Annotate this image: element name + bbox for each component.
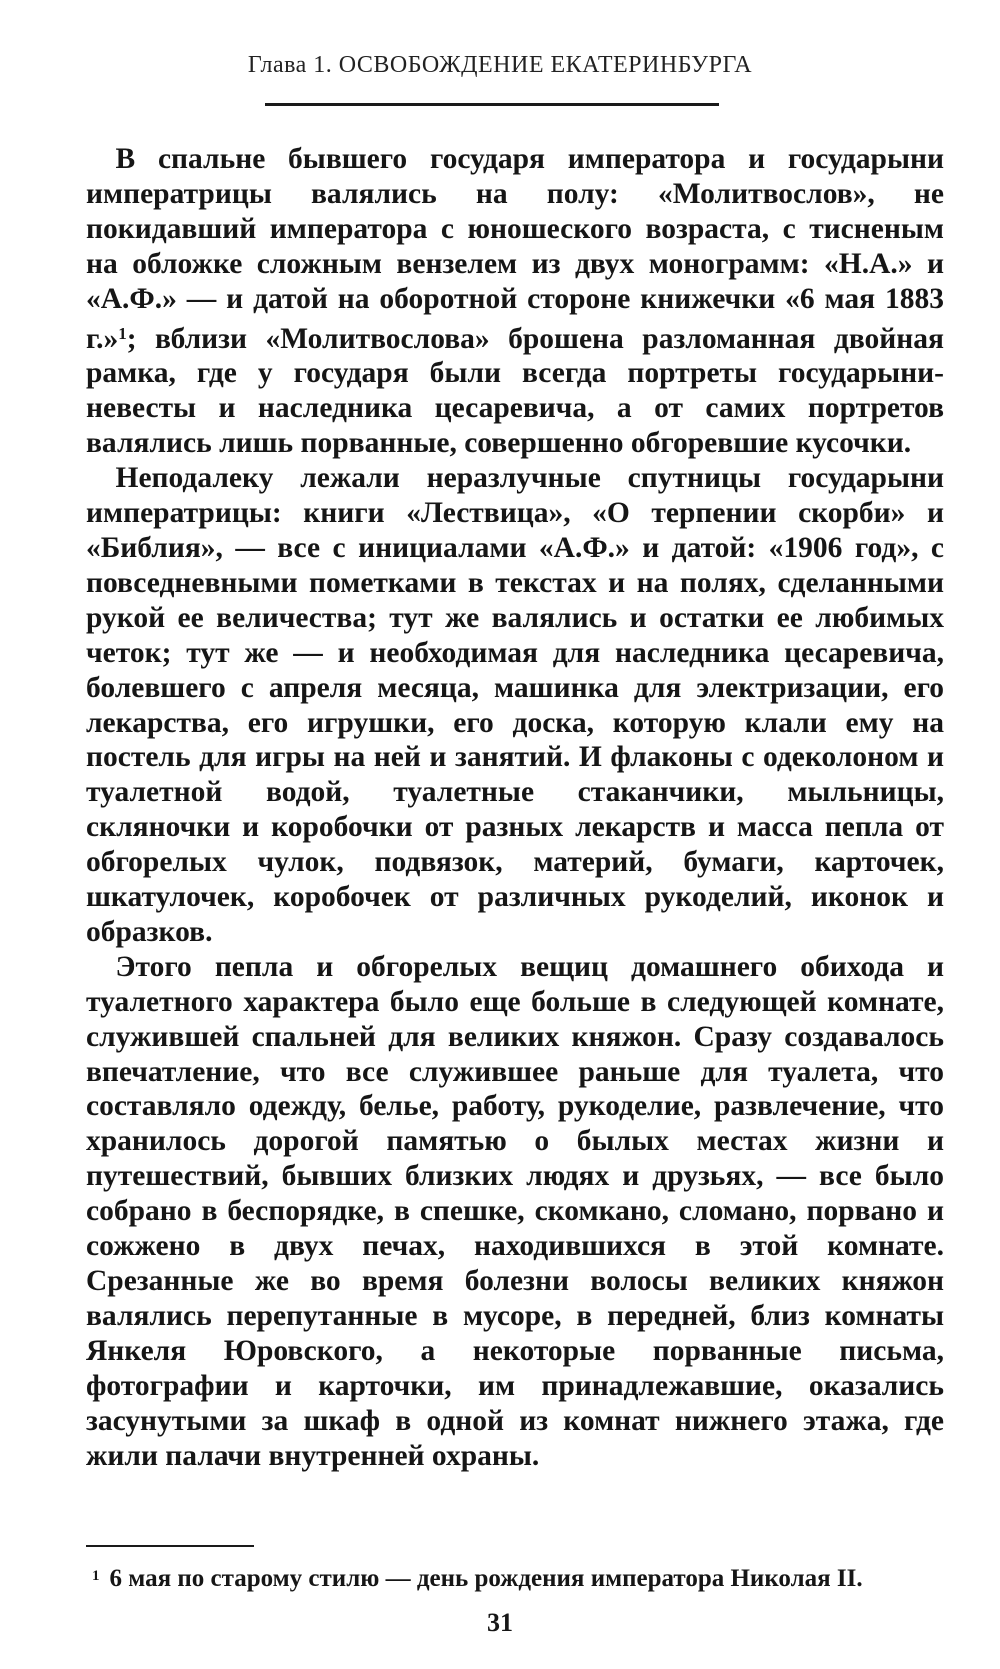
footnote [92, 1561, 950, 1594]
paragraph-2: Неподалеку лежали неразлучные спутницы государыни императрицы: книги «Лествица», «О терпении скорби» и «Библия», — все с инициалами «А.Ф.» и датой: «1906 год», с повседневными пометками в текстах и на полях, сделанными рукой ее величества; тут же валялись и остатки ее любимых четок; тут же — и необходимая для наследника цесаревича, болевшего с апреля месяца, машинка для электризации, его лекарства, его игрушки, его доска, которую клали ему на постель для игры на ней и занятий. И флаконы с одеколоном и туалетной водой, туалетные стаканчики, мыльницы, скляночки и коробочки от разных лекарств и масса пепла от обгорелых чулок, подвязок, материй, бумаги, карточек, шкатулочек, коробочек от различных рукоделий, иконок и образков. [86, 462, 944, 948]
body-text [86, 142, 944, 1473]
paragraph-1-text-a: В спальне бывшего государя императора и государыни императрицы валялись на полу: «Молитвослов», не покидавший императора с юношеского возраста, с тисненым на обложке сложным вензелем из двух монограмм: «Н.А.» и «А.Ф.» — и датой на оборотной стороне книжечки «6 мая 1883 г.» [86, 143, 944, 355]
running-head: Глава 1. ОСВОБОЖДЕНИЕ ЕКАТЕРИНБУРГА [247, 52, 753, 78]
paragraph-1-text-b: ; вблизи «Молитвослова» брошена разломанная двойная рамка, где у государя были всегда портреты государыни-невесты и наследника цесаревича, а от самих портретов валялись лишь порванные, совершенно обгоревшие кусочки. [86, 322, 944, 460]
paragraph-1 [86, 142, 944, 461]
footnote-reference: 1 [118, 323, 127, 343]
header-rule [265, 103, 719, 106]
page-number: 31 [487, 1608, 513, 1637]
footnote-text: 6 мая по старому стилю — день рождения императора Николая II. [109, 1565, 863, 1592]
paragraph-3: Этого пепла и обгорелых вещиц домашнего обихода и туалетного характера было еще больше в следующей комнате, служившей спальней для великих княжон. Сразу создавалось впечатление, что все служившее раньше для туалета, что составляло одежду, белье, работу, рукоделие, развлечение, что хранилось дорогой памятью о былых местах жизни и путешествий, бывших близких людях и друзьях, — все было собрано в беспорядке, в спешке, скомкано, сломано, порвано и сожжено в двух печах, находившихся в этой комнате. Срезанные же во время болезни волосы великих княжон валялись перепутанные в мусоре, в передней, близ комнаты Янкеля Юровского, а некоторые порванные письма, фотографии и карточки, им принадлежавшие, оказались засунутыми за шкаф в одной из комнат нижнего этажа, где жили палачи внутренней охраны. [86, 950, 944, 1472]
footnote-rule [86, 1545, 254, 1547]
footnote-marker: 1 [92, 1568, 100, 1584]
